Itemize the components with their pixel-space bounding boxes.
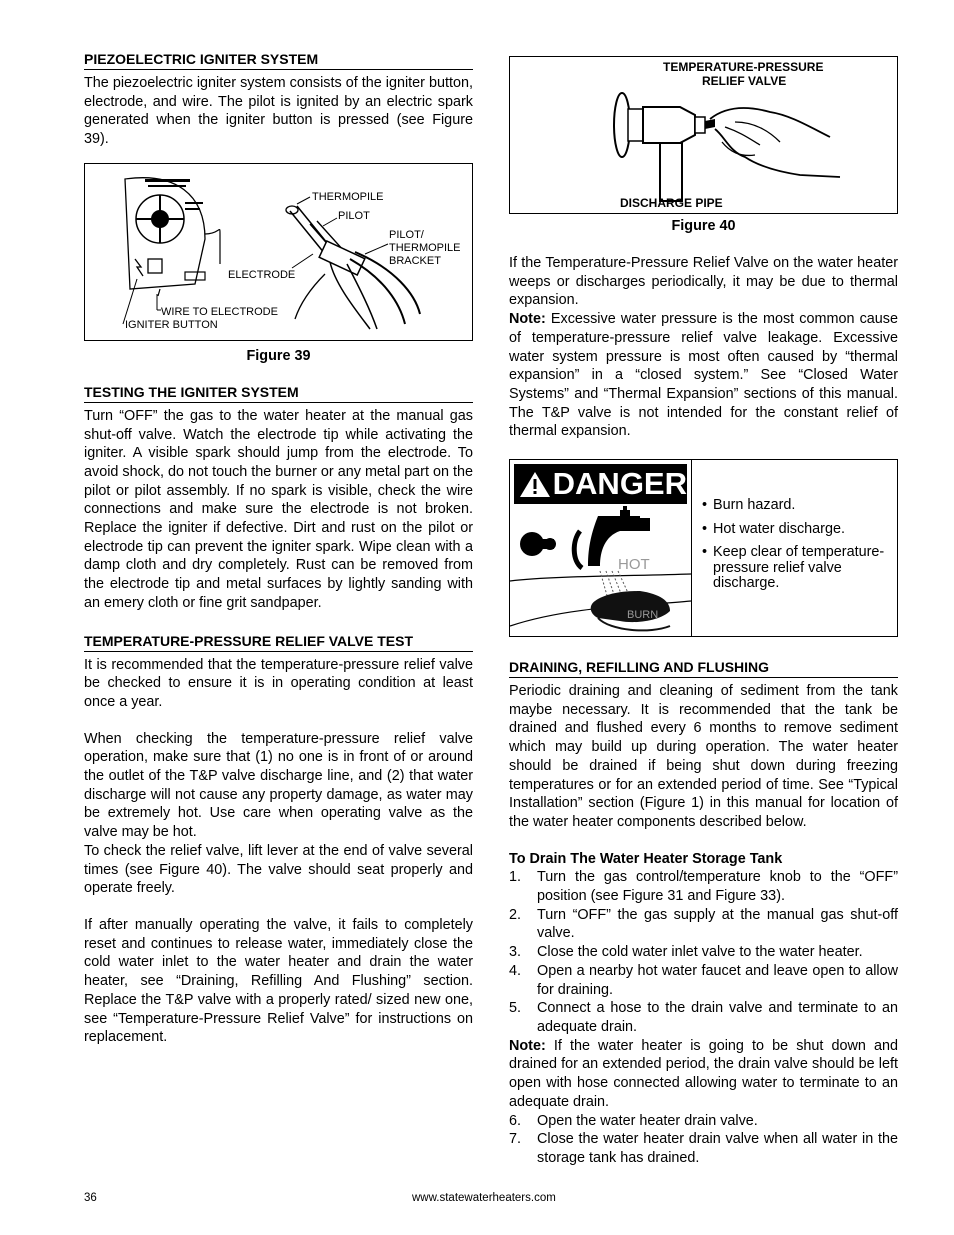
testing-text: Turn “OFF” the gas to the water heater at the manual gas shut-off valve. Watch the electrode tip while activating the igniter. A visible spark should jump from the electrode. To avoid shock, do not touch the burner or any metal part on the pilot or pilot assembly. If no spark is visible, check the wire connections and make sure the electrode is not broken. Replace the igniter if defective. Dirt and rust on the pilot or electrode tip can prevent the igniter spark. Wipe clean with a damp cloth and dry completely. Rust can be removed from the electrode tip and metal surfaces by lightly sanding with an emery cloth or fine grit sandpaper. bbox=[84, 407, 473, 611]
draining-text: Periodic draining and cleaning of sediment from the tank maybe necessary. It is recommended that the tank be drained and flushed every 6 months to remove sediment which may build up during operation. The water heater should be drained if being shut down during freezing temperatures or for an extended period of time. See “Typical Installation” section (Figure 1) in this manual for location of the water heater components described below. bbox=[509, 683, 898, 830]
drain-steps bbox=[509, 868, 898, 1036]
figure-39 bbox=[84, 163, 473, 341]
label-thermopile: THERMOPILE bbox=[312, 190, 384, 203]
label-electrode: ELECTRODE bbox=[228, 268, 296, 281]
danger-title: DANGER bbox=[514, 464, 687, 504]
label-igniter-button: IGNITER BUTTON bbox=[125, 318, 218, 331]
danger-label bbox=[509, 459, 898, 637]
footer-url: www.statewaterheaters.com bbox=[412, 1192, 556, 1204]
danger-graphic bbox=[510, 460, 692, 636]
left-column bbox=[84, 50, 473, 1047]
drain-steps-2 bbox=[509, 1112, 898, 1168]
weeps-text: If the Temperature-Pressure Relief Valve on the water heater weeps or discharges periodically, it may be due to thermal expansion. bbox=[509, 255, 898, 309]
draining-heading: DRAINING, REFILLING AND FLUSHING bbox=[509, 658, 898, 678]
right-column bbox=[509, 56, 898, 1168]
drain-note-text: If the water heater is going to be shut down and drained for an extended period, the drain valve should be left open with hose connected allowing water to terminate to an adequate drain. bbox=[509, 1037, 898, 1110]
danger-text bbox=[692, 460, 897, 636]
danger-list bbox=[702, 498, 887, 592]
drain-step: 1. Turn the gas control/temperature knob to the “OFF” position (see Figure 31 and Figure 33). bbox=[509, 869, 898, 905]
page-number: 36 bbox=[84, 1192, 97, 1204]
tp-test-p4: If after manually operating the valve, it fails to completely reset and continues to release water, immediately close the cold water inlet to the water heater and drain the water heater, see “Draining, Refilling And Flushing” section. Replace the T&P valve with a properly rated/ sized new one, see “Temperature-Pressure Relief Valve” for instructions on replacement. bbox=[84, 916, 473, 1046]
warning-triangle-icon bbox=[519, 470, 550, 498]
label-wire: WIRE TO ELECTRODE bbox=[161, 305, 278, 318]
fig40-title-1: TEMPERATURE-PRESSURE bbox=[663, 60, 824, 74]
piezo-heading: PIEZOELECTRIC IGNITER SYSTEM bbox=[84, 50, 473, 70]
drain-step: 2. Turn “OFF” the gas supply at the manual gas shut-off valve. bbox=[509, 906, 898, 942]
tp-test-p3: To check the relief valve, lift lever at the end of valve several times (see Figure 40). The valve should seat properly and operate freely. bbox=[84, 842, 473, 897]
label-bracket-3: BRACKET bbox=[389, 254, 441, 267]
drain-step: 4. Open a nearby hot water faucet and leave open to allow for draining. bbox=[509, 962, 898, 998]
drain-note bbox=[509, 1037, 898, 1112]
danger-item: • Burn hazard. bbox=[702, 497, 796, 514]
danger-hot-text: HOT bbox=[618, 556, 650, 574]
label-pilot: PILOT bbox=[338, 209, 370, 222]
danger-item: • Hot water discharge. bbox=[702, 520, 845, 537]
danger-item: • Keep clear of temperature-pressure relief valve discharge. bbox=[702, 544, 885, 592]
piezo-text: The piezoelectric igniter system consists of the igniter button, electrode, and wire. The pilot is ignited by an electric spark generated when the igniter button is pressed (see Figure 39). bbox=[84, 75, 473, 148]
fig40-title-2: RELIEF VALVE bbox=[702, 74, 787, 88]
figure-40 bbox=[509, 56, 898, 214]
tp-note-label: Note: bbox=[509, 311, 546, 328]
fig40-discharge-pipe: DISCHARGE PIPE bbox=[620, 196, 723, 210]
drain-step: 7. Close the water heater drain valve when all water in the storage tank has drained. bbox=[509, 1131, 898, 1166]
drain-step: 3. Close the cold water inlet valve to the water heater. bbox=[509, 944, 863, 961]
tp-test-heading: TEMPERATURE-PRESSURE RELIEF VALVE TEST bbox=[84, 632, 473, 652]
label-bracket-1: PILOT/ bbox=[389, 228, 424, 241]
figure-39-caption: Figure 39 bbox=[246, 347, 311, 364]
drain-subheading: To Drain The Water Heater Storage Tank bbox=[509, 850, 783, 867]
tp-test-p1: It is recommended that the temperature-pressure relief valve be checked to ensure it is in operating condition at least once a year. bbox=[84, 656, 473, 710]
hot-water-burn-pictogram bbox=[510, 506, 691, 636]
label-bracket-2: THERMOPILE bbox=[389, 241, 461, 254]
drain-step: 6. Open the water heater drain valve. bbox=[509, 1112, 758, 1129]
testing-heading: TESTING THE IGNITER SYSTEM bbox=[84, 383, 473, 403]
tp-test-p2: When checking the temperature-pressure relief valve operation, make sure that (1) no one is in front of or around the outlet of the T&P valve discharge line, and (2) that water discharge will not cause any property damage, as water may be extremely hot. Use care when operating valve as the valve may be hot. bbox=[84, 730, 473, 841]
tp-note bbox=[509, 310, 898, 441]
drain-note-label: Note: bbox=[509, 1037, 546, 1054]
drain-step: 5. Connect a hose to the drain valve and terminate to an adequate drain. bbox=[509, 1000, 898, 1035]
figure-40-caption: Figure 40 bbox=[671, 218, 736, 234]
danger-burn-text: BURN bbox=[627, 609, 659, 622]
tp-note-text: Excessive water pressure is the most common cause of temperature-pressure relief valve leakage. Excessive water system pressure is most often caused by “thermal expansion” in a “closed system.” See “Closed Water Systems” and “Thermal Expansion” sections of this manual. The T&P valve is not intended for the constant relief of thermal expansion. bbox=[509, 311, 898, 440]
